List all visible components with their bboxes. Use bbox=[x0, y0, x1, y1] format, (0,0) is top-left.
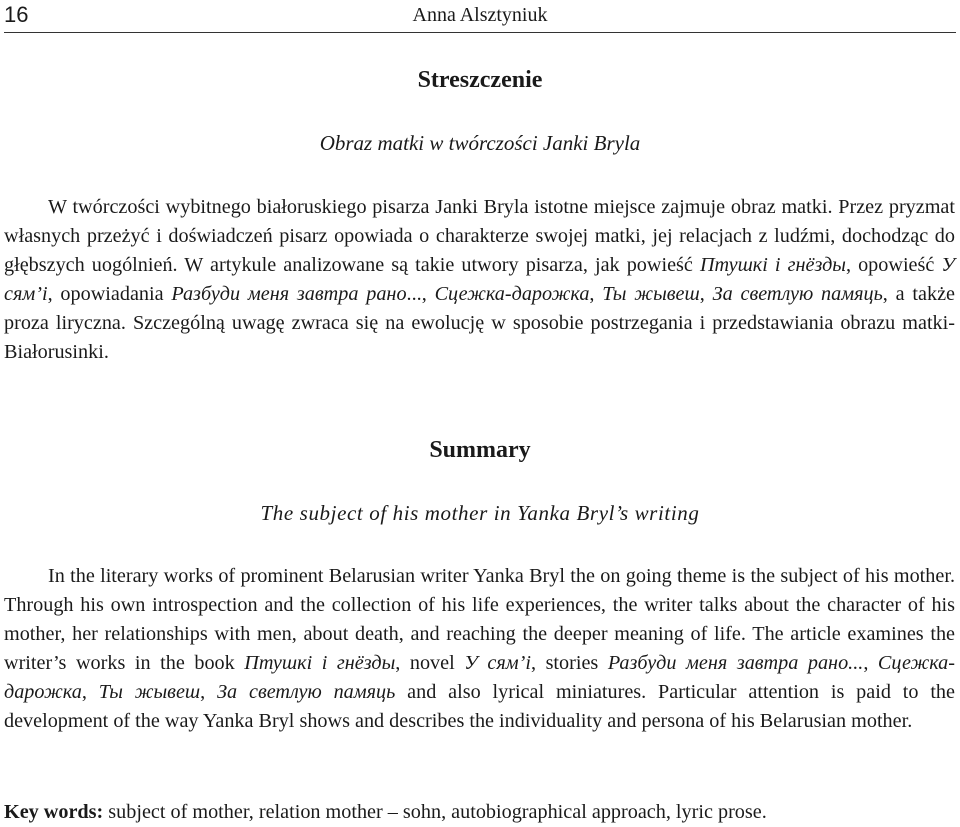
work-title: Разбуди меня завтра рано... bbox=[607, 652, 864, 674]
work-title: За светлую памяць bbox=[712, 283, 883, 305]
text-run: , novel bbox=[395, 652, 465, 674]
keywords-line bbox=[4, 798, 955, 827]
text-run: , bbox=[589, 283, 603, 305]
page-number: 16 bbox=[4, 2, 29, 27]
streszczenie-paragraph bbox=[4, 193, 955, 367]
work-title: Сцежка-дарожка bbox=[4, 652, 955, 703]
work-title: Птушкі і гнёзды bbox=[244, 652, 396, 674]
text-run: , opowieść bbox=[845, 254, 942, 276]
running-header-author: Anna Alsztyniuk bbox=[412, 4, 548, 26]
text-run: , stories bbox=[530, 652, 608, 674]
work-title: Птушкі і гнёзды bbox=[699, 254, 846, 276]
work-title: Ты жывеш bbox=[602, 283, 700, 305]
work-title: У сям’і bbox=[4, 254, 956, 305]
running-header bbox=[4, 0, 956, 33]
summary-subtitle: The subject of his mother in Yanka Bryl’s writing bbox=[260, 501, 700, 525]
text-run: and also lyrical miniatures. Particular attention is paid to the development of the way Yanka Bryl shows and describes the individuality and persona of his Belarusian mother. bbox=[4, 681, 955, 732]
work-title: За светлую памяць bbox=[217, 681, 396, 703]
text-run: , opowiadania bbox=[47, 283, 172, 305]
text-run: , bbox=[863, 652, 878, 674]
streszczenie-subtitle: Obraz matki w twórczości Janki Bryla bbox=[319, 131, 641, 155]
streszczenie-heading: Streszczenie bbox=[417, 67, 543, 93]
work-title: Ты жывеш bbox=[98, 681, 201, 703]
text-run: , bbox=[200, 681, 218, 703]
text-run: , bbox=[699, 283, 713, 305]
keywords-label: Key words: bbox=[4, 801, 104, 823]
keywords-text: subject of mother, relation mother – sohn, autobiographical approach, lyric prose. bbox=[103, 801, 767, 823]
summary-heading: Summary bbox=[429, 437, 531, 463]
text-run: In the literary works of prominent Belarusian writer Yanka Bryl the on going theme is the subject of his mother. Through his own introspection and the collection of his life experiences, the writer talks about the character of his mother, her relationships with men, about death, and reaching the deeper meaning of life. The article examines the writer’s works in the book bbox=[4, 565, 955, 674]
work-title: Разбуди меня завтра рано bbox=[171, 283, 407, 305]
work-title: У сям’і bbox=[464, 652, 531, 674]
summary-paragraph bbox=[4, 562, 955, 736]
text-run: , bbox=[81, 681, 99, 703]
text-run: W twórczości wybitnego białoruskiego pisarza Janki Bryla istotne miejsce zajmuje obraz matki. Przez pryzmat własnych przeżyć i doświadczeń pisarz opowiada o charakterze swojej matki, jej relacjach z ludźmi, dochodząc do głębszych uogólnień. W artykule analizowane są takie utwory pisarza, jak powieść bbox=[4, 196, 955, 276]
work-title: Сцежка-дарожка bbox=[434, 283, 590, 305]
text-run: , a także proza liryczna. Szczególną uwagę zwraca się na ewolucję w sposobie postrzegania i przedstawiania obrazu matki-Białorusinki. bbox=[4, 283, 956, 363]
text-run: ..., bbox=[406, 283, 435, 305]
